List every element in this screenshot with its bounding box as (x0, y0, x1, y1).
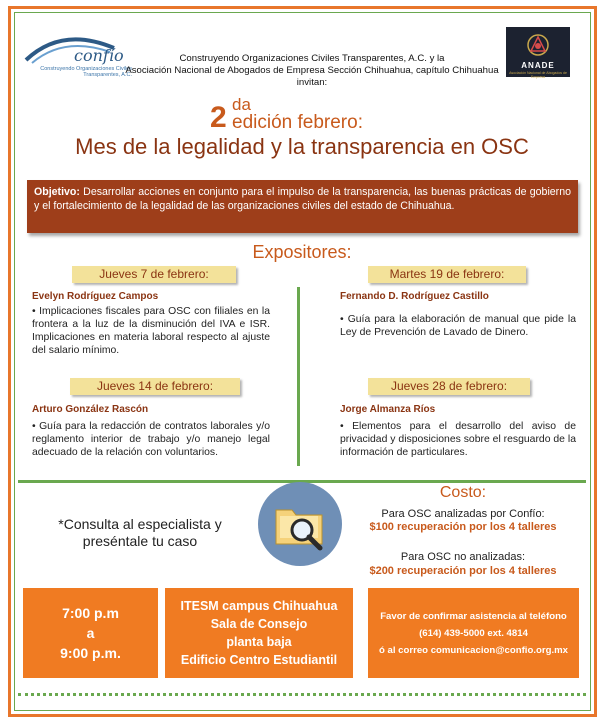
venue-line: planta baja (226, 635, 292, 649)
contact-line: Favor de confirmar asistencia al teléfono (380, 610, 567, 622)
confio-logo-subtitle: Construyendo Organizaciones Civiles Transparentes, A.C. (40, 66, 132, 78)
session-date-tag: Jueves 14 de febrero: (70, 378, 240, 395)
speakers-heading: Expositores: (252, 242, 352, 262)
column-divider (297, 287, 300, 466)
cost-heading: Costo: (439, 484, 487, 501)
edition-superscript: da (232, 95, 251, 114)
cost-line-analyzed: Para OSC analizadas por Confío: (381, 508, 545, 520)
session-date-tag: Jueves 7 de febrero: (72, 266, 236, 283)
session-talk: • Guía para la elaboración de manual que pide la Ley de Prevención de Lavado de Dinero. (340, 314, 576, 338)
session-talk: • Guía para la redacción de contratos laborales y/o reglamento interior de trabajo y/o manejo legal adecuado de la relación con voluntarios. (32, 421, 270, 458)
anade-logo-tagline: Asociación Nacional de Abogados de Empresa (509, 71, 567, 79)
session-speaker: Jorge Almanza Ríos (340, 404, 436, 415)
edition-label: edición febrero: (232, 112, 363, 133)
intro-line: Construyendo Organizaciones Civiles Transparentes, A.C. y la (179, 53, 445, 64)
session-talk: • Implicaciones fiscales para OSC con filiales en la frontera a la luz de la disminución del IVA e ISR. Implicaciones en materia laboral respecto al ajuste del salario mínimo. (32, 306, 270, 356)
time-start: 7:00 p.m (62, 605, 119, 621)
time-box (23, 588, 158, 678)
confio-logo-name: confío (74, 46, 124, 65)
session-talk: • Elementos para el desarrollo del aviso de privacidad y disposiciones sobre el resguardo de la información de particulares. (340, 421, 576, 458)
objective-box (27, 180, 578, 233)
edition-number: 2 (210, 101, 227, 134)
intro-line: Asociación Nacional de Abogados de Empresa Sección Chihuahua, capítulo Chihuahua (125, 65, 499, 76)
intro-line: invitan: (296, 77, 328, 88)
confio-logo (22, 28, 132, 78)
contact-box (368, 588, 579, 678)
bottom-divider (18, 693, 586, 696)
objective-label: Objetivo: (34, 186, 80, 198)
venue-line: Sala de Consejo (210, 617, 308, 631)
session-date-tag: Jueves 28 de febrero: (368, 378, 530, 395)
cost-line-not-analyzed: Para OSC no analizadas: (400, 551, 526, 563)
cost-price-not-analyzed: $200 recuperación por los 4 talleres (369, 565, 557, 577)
session-speaker: Arturo González Rascón (32, 404, 149, 415)
venue-box (165, 588, 353, 678)
contact-phone: (614) 439-5000 ext. 4814 (419, 627, 528, 639)
time-end: 9:00 p.m. (60, 645, 121, 661)
folder-search-icon (258, 482, 342, 566)
session-date-tag: Martes 19 de febrero: (368, 266, 526, 283)
intro-text (120, 53, 504, 89)
anade-logo-name: ANADE (521, 61, 555, 70)
anade-logo (506, 27, 570, 77)
contact-email: ó al correo comunicacion@confio.org.mx (378, 644, 568, 656)
session-speaker: Fernando D. Rodríguez Castillo (340, 291, 489, 302)
consult-note: *Consulta al especialista y preséntale tu caso (58, 516, 222, 549)
cost-price-analyzed: $100 recuperación por los 4 talleres (369, 521, 557, 533)
venue-line: Edificio Centro Estudiantil (180, 653, 338, 667)
page-title: Mes de la legalidad y la transparencia en OSC (75, 134, 529, 159)
objective-text: Desarrollar acciones en conjunto para el impulso de la transparencia, las buenas prácticas de gobierno y el fortalecimiento de la legalidad de las organizaciones civiles del estado de Chihuahua. (34, 186, 571, 212)
anade-emblem-icon (526, 33, 550, 57)
venue-line: ITESM campus Chihuahua (180, 599, 338, 613)
time-separator: a (86, 625, 95, 641)
session-speaker: Evelyn Rodríguez Campos (32, 291, 159, 302)
